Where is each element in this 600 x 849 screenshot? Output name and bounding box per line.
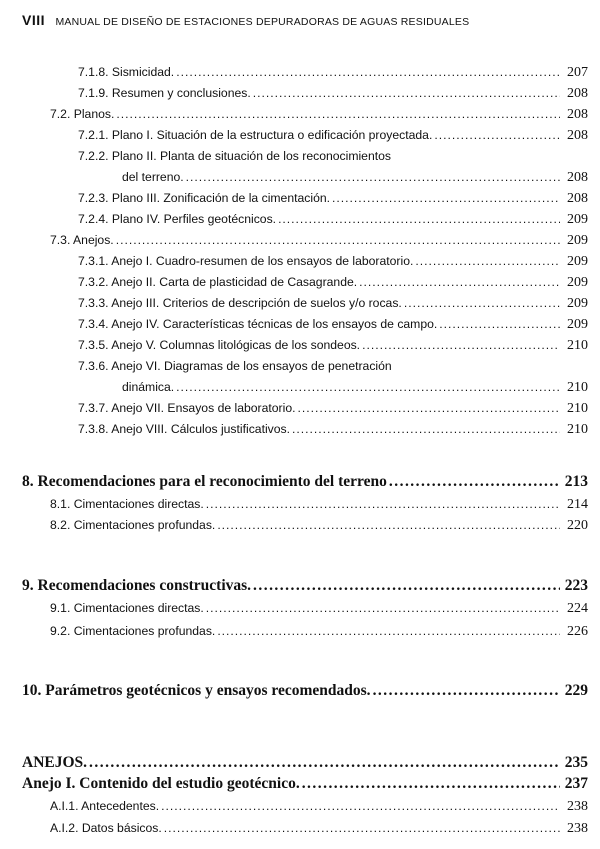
toc-entry-page: 238 — [567, 821, 588, 836]
leader-dots — [217, 624, 560, 638]
toc-entry-continuation: del terreno. — [122, 170, 184, 184]
leader-dots — [116, 233, 560, 247]
toc-entry-page: 226 — [567, 624, 588, 639]
leader-dots — [389, 473, 560, 491]
toc-entry[interactable] — [50, 799, 588, 815]
toc-entry-page: 220 — [567, 518, 588, 533]
leader-dots — [176, 65, 560, 79]
toc-entry-page: 208 — [567, 107, 588, 122]
toc-entry-label: 9.1. Cimentaciones directas. — [50, 601, 204, 615]
toc-entry-label: 7.3.8. Anejo VIII. Cálculos justificativos. — [78, 422, 291, 436]
leader-dots — [217, 518, 560, 532]
toc-entry-label: 8.2. Cimentaciones profundas. — [50, 518, 216, 532]
toc-entry-label: 7.2.3. Plano III. Zonificación de la cimentación. — [78, 191, 331, 205]
page-number-roman: VIII — [22, 12, 46, 28]
toc-entry[interactable] — [122, 380, 588, 396]
toc-entry[interactable] — [78, 191, 588, 207]
leader-dots — [302, 775, 560, 793]
leader-dots — [89, 754, 560, 772]
toc-entry[interactable] — [78, 212, 588, 228]
toc-entry-page: 209 — [567, 254, 588, 269]
running-header — [22, 12, 582, 30]
toc-chapter[interactable] — [22, 775, 588, 793]
toc-entry[interactable] — [78, 86, 588, 102]
leader-dots — [359, 275, 560, 289]
leader-dots — [439, 317, 560, 331]
toc-entry[interactable] — [50, 107, 588, 123]
leader-dots — [206, 601, 560, 615]
leader-dots — [116, 107, 560, 121]
toc-entry-label: 8.1. Cimentaciones directas. — [50, 497, 204, 511]
toc-entry-label: 7.2.1. Plano I. Situación de la estructura o edificación proyectada. — [78, 128, 433, 142]
toc-entry-label: 7.3.6. Anejo VI. Diagramas de los ensayos de penetración — [78, 359, 392, 373]
leader-dots — [292, 422, 560, 436]
toc-entry-page: 238 — [567, 799, 588, 814]
toc-entry-label: 7.2.2. Plano II. Planta de situación de los reconocimientos — [78, 149, 392, 163]
toc-entry-label: 7.1.8. Sismicidad. — [78, 65, 175, 79]
toc-entry-page: 210 — [567, 338, 588, 353]
toc-entry-label: 7.3.3. Anejo III. Criterios de descripción de suelos y/o rocas. — [78, 296, 402, 310]
toc-entry-label: 7.3.2. Anejo II. Carta de plasticidad de Casagrande. — [78, 275, 358, 289]
toc-chapter[interactable] — [22, 682, 588, 700]
leader-dots — [186, 170, 560, 184]
toc-chapter-label: 10. Parámetros geotécnicos y ensayos recomendados. — [22, 682, 371, 699]
toc-entry-label: A.I.1. Antecedentes. — [50, 799, 160, 813]
toc-entry-continuation: dinámica. — [122, 380, 175, 394]
toc-entry-page: 209 — [567, 212, 588, 227]
toc-entry[interactable] — [50, 624, 588, 640]
toc-chapter-page: 237 — [564, 775, 588, 792]
toc-chapter-label: ANEJOS. — [22, 754, 88, 771]
leader-dots — [176, 380, 560, 394]
toc-entry-page: 207 — [567, 65, 588, 80]
leader-dots — [332, 191, 560, 205]
leader-dots — [253, 577, 560, 595]
toc-entry-page: 210 — [567, 401, 588, 416]
leader-dots — [253, 86, 560, 100]
toc-entry-page: 210 — [567, 422, 588, 437]
toc-entry-label: A.I.2. Datos básicos. — [50, 821, 162, 835]
toc-entry[interactable] — [78, 296, 588, 312]
leader-dots — [297, 401, 560, 415]
toc-chapter-page: 213 — [564, 473, 588, 490]
toc-entry-label: 7.1.9. Resumen y conclusiones. — [78, 86, 251, 100]
toc-chapter[interactable] — [22, 577, 588, 595]
toc-entry-page: 208 — [567, 128, 588, 143]
toc-entry[interactable] — [50, 233, 588, 249]
toc-entry-page: 208 — [567, 86, 588, 101]
leader-dots — [404, 296, 560, 310]
toc-entry[interactable] — [78, 254, 588, 270]
toc-entry[interactable] — [122, 170, 588, 186]
leader-dots — [373, 682, 560, 700]
toc-chapter-label: 8. Recomendaciones para el reconocimiento del terreno — [22, 473, 387, 490]
toc-chapter-label: 9. Recomendaciones constructivas. — [22, 577, 252, 594]
toc-entry-label: 7.3.1. Anejo I. Cuadro-resumen de los ensayos de laboratorio. — [78, 254, 414, 268]
toc-entry-page: 210 — [567, 380, 588, 395]
toc-chapter-page: 235 — [564, 754, 588, 771]
toc-chapter[interactable] — [22, 473, 588, 491]
toc-entry-label: 7.3.5. Anejo V. Columnas litológicas de los sondeos. — [78, 338, 361, 352]
leader-dots — [362, 338, 560, 352]
toc-entry-page: 208 — [567, 170, 588, 185]
toc-entry-page: 209 — [567, 233, 588, 248]
toc-entry[interactable] — [50, 497, 588, 513]
toc-entry-page: 224 — [567, 601, 588, 616]
toc-chapter-page: 223 — [564, 577, 588, 594]
toc-chapter-label: Anejo I. Contenido del estudio geotécnico. — [22, 775, 300, 792]
toc-entry[interactable] — [50, 518, 588, 534]
toc-entry[interactable] — [50, 601, 588, 617]
toc-entry-page: 209 — [567, 296, 588, 311]
toc-entry-page: 209 — [567, 317, 588, 332]
toc-entry[interactable] — [50, 821, 588, 837]
leader-dots — [164, 821, 560, 835]
toc-chapter-page: 229 — [564, 682, 588, 699]
leader-dots — [278, 212, 560, 226]
leader-dots — [415, 254, 560, 268]
toc-entry-label: 7.2. Planos. — [50, 107, 115, 121]
book-title: MANUAL DE DISEÑO DE ESTACIONES DEPURADORAS DE AGUAS RESIDUALES — [55, 16, 470, 28]
toc-entry[interactable] — [78, 422, 588, 438]
toc-entry[interactable] — [78, 65, 588, 81]
toc-entry-label: 7.3. Anejos. — [50, 233, 114, 247]
toc-entry-label: 7.3.4. Anejo IV. Características técnicas de los ensayos de campo. — [78, 317, 438, 331]
leader-dots — [206, 497, 560, 511]
toc-entry[interactable] — [78, 128, 588, 144]
toc-entry-page: 208 — [567, 191, 588, 206]
toc-entry-label: 7.3.7. Anejo VII. Ensayos de laboratorio. — [78, 401, 296, 415]
leader-dots — [161, 799, 560, 813]
toc-entry-label: 9.2. Cimentaciones profundas. — [50, 624, 216, 638]
toc-entry[interactable] — [78, 401, 588, 417]
leader-dots — [434, 128, 560, 142]
toc-entry-page: 209 — [567, 275, 588, 290]
toc-entry[interactable] — [78, 338, 588, 354]
toc-entry-page: 214 — [567, 497, 588, 512]
toc-chapter[interactable] — [22, 754, 588, 772]
toc-entry[interactable] — [78, 317, 588, 333]
toc-entry[interactable] — [78, 275, 588, 291]
toc-entry-label: 7.2.4. Plano IV. Perfiles geotécnicos. — [78, 212, 277, 226]
